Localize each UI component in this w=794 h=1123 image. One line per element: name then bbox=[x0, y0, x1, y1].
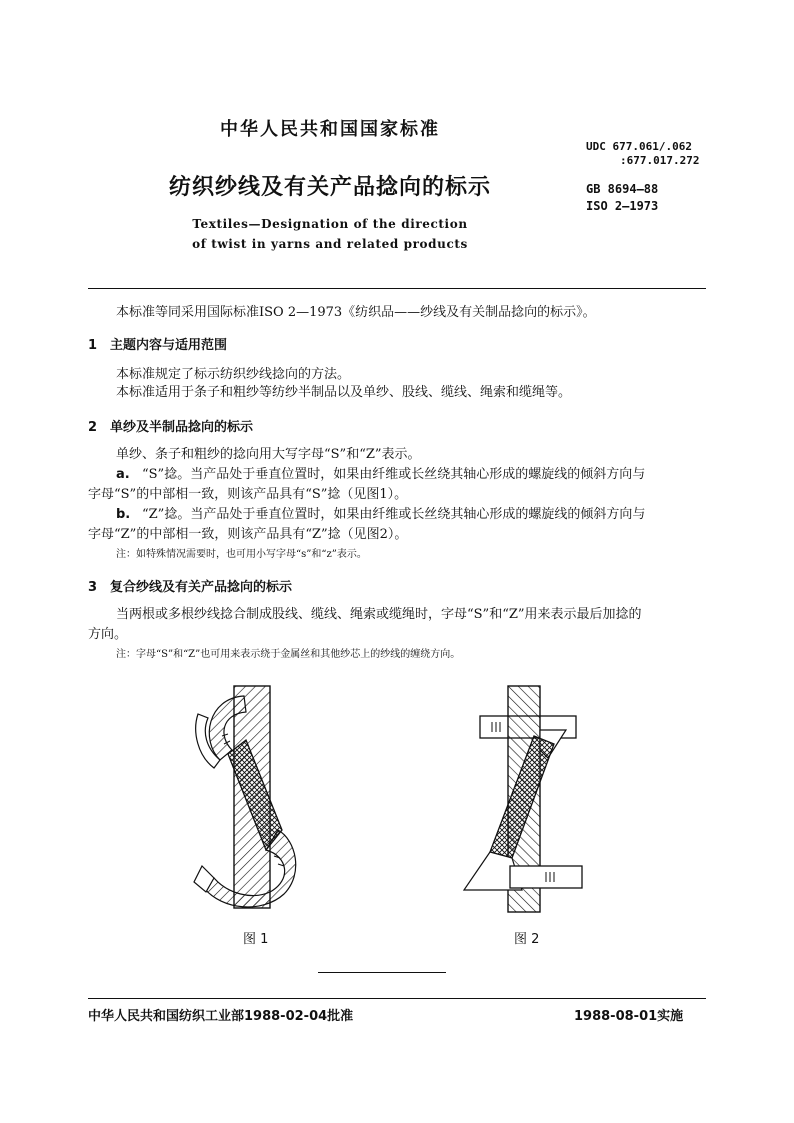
figure-2-caption: 图 2 bbox=[514, 932, 540, 947]
document-title-cn: 纺织纱线及有关产品捻向的标示 bbox=[168, 174, 491, 200]
item-b-line2: 字母“Z”的中部相一致，则该产品具有“Z”捻（见图2）。 bbox=[88, 527, 408, 542]
standard-country-heading: 中华人民共和国国家标准 bbox=[220, 119, 440, 140]
udc-code-line2: :677.017.272 bbox=[620, 154, 700, 167]
header-divider bbox=[88, 288, 706, 289]
document-title-en-line1: Textiles—Designation of the direction bbox=[192, 217, 468, 231]
udc-code-line1: UDC 677.061/.062 bbox=[586, 140, 692, 153]
document-title-en-line2: of twist in yarns and related products bbox=[192, 237, 468, 251]
section-number: 1 bbox=[88, 338, 98, 353]
section-number: 2 bbox=[88, 420, 98, 435]
end-of-text-rule bbox=[318, 972, 446, 973]
intro-paragraph: 本标准等同采用国际标准ISO 2—1973《纺织品——纱线及有关制品捻向的标示》。 bbox=[116, 305, 596, 320]
section-1-para1: 本标准规定了标示纺织纱线捻向的方法。 bbox=[116, 367, 351, 382]
section-title: 复合纱线及有关产品捻向的标示 bbox=[110, 580, 293, 595]
section-3-para1-line1: 当两根或多根纱线捻合制成股线、缆线、绳索或缆绳时，字母“S”和“Z”用来表示最后加捻的 bbox=[116, 607, 642, 622]
section-3-note: 注：字母“S”和“Z”也可用来表示绕于金属丝和其他纱芯上的纱线的缠绕方向。 bbox=[116, 649, 461, 660]
section-3-heading bbox=[88, 576, 292, 595]
item-a-label: a. bbox=[116, 467, 130, 482]
effective-date: 1988-08-01实施 bbox=[574, 1009, 684, 1024]
figure-2-z-twist-diagram bbox=[462, 680, 588, 916]
section-number: 3 bbox=[88, 580, 98, 595]
section-1-heading bbox=[88, 334, 227, 353]
figure-1-caption: 图 1 bbox=[243, 932, 269, 947]
section-2-heading bbox=[88, 416, 253, 435]
section-3-para1-line2: 方向。 bbox=[88, 627, 128, 642]
gb-standard-code: GB 8694—88 bbox=[586, 182, 659, 196]
item-a-line2: 字母“S”的中部相一致，则该产品具有“S”捻（见图1）。 bbox=[88, 487, 408, 502]
iso-standard-code: ISO 2—1973 bbox=[586, 199, 659, 213]
section-title: 主题内容与适用范围 bbox=[110, 338, 228, 353]
item-b-label: b. bbox=[116, 507, 131, 522]
footer-divider bbox=[88, 998, 706, 999]
approval-note: 中华人民共和国纺织工业部1988-02-04批准 bbox=[88, 1009, 354, 1024]
section-1-para2: 本标准适用于条子和粗纱等纺纱半制品以及单纱、股线、缆线、绳索和缆绳等。 bbox=[116, 385, 572, 400]
item-b-line1: “Z”捻。当产品处于垂直位置时，如果由纤维或长丝绕其轴心形成的螺旋线的倾斜方向与 bbox=[142, 507, 646, 522]
item-a-line1: “S”捻。当产品处于垂直位置时，如果由纤维或长丝绕其轴心形成的螺旋线的倾斜方向与 bbox=[142, 467, 646, 482]
section-title: 单纱及半制品捻向的标示 bbox=[110, 420, 254, 435]
section-2-note: 注：如特殊情况需要时，也可用小写字母“s”和“z”表示。 bbox=[116, 549, 367, 560]
section-2-para1: 单纱、条子和粗纱的捻向用大写字母“S”和“Z”表示。 bbox=[116, 447, 421, 462]
figure-1-s-twist-diagram bbox=[192, 680, 312, 916]
